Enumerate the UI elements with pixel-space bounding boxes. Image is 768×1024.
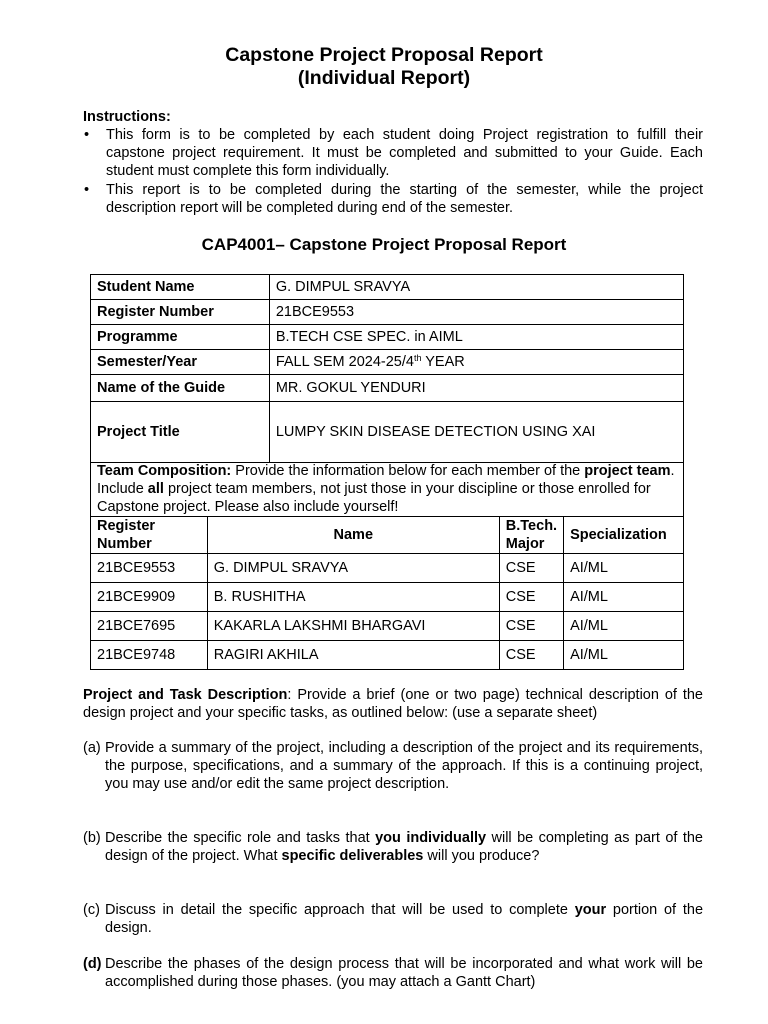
item-text: Discuss in detail the specific approach that will be used to complete — [105, 902, 575, 918]
task-item-c — [83, 901, 703, 937]
table-row — [91, 325, 684, 350]
item-text: Describe the specific role and tasks that — [105, 830, 376, 846]
team-note-text: Provide the information below for each member of the — [231, 463, 585, 479]
column-header-major — [499, 517, 563, 554]
student-name-value: G. DIMPUL SRAVYA — [269, 275, 683, 300]
table-row — [91, 641, 684, 670]
task-description-label: Project and Task Description — [83, 687, 288, 703]
member-register: 21BCE9553 — [91, 554, 208, 583]
header-text: Register — [97, 518, 156, 534]
member-register: 21BCE9909 — [91, 583, 208, 612]
report-title: Capstone Project Proposal Report — [225, 44, 543, 66]
task-item-b — [83, 829, 703, 865]
project-title-value: LUMPY SKIN DISEASE DETECTION USING XAI — [269, 402, 683, 463]
field-label: Programme — [91, 325, 270, 350]
item-text: will you produce? — [423, 848, 540, 865]
team-composition-note — [90, 461, 684, 517]
member-specialization: AI/ML — [564, 641, 684, 670]
header-text: B.Tech. — [505, 518, 558, 534]
item-text: will be completing as part of the design of the project. What — [105, 830, 703, 865]
instructions-heading: Instructions: — [83, 109, 171, 125]
team-note-text: . Include — [97, 463, 675, 497]
student-info-table — [90, 274, 684, 463]
team-composition-label: Team Composition: — [97, 463, 232, 479]
team-members-table — [90, 516, 684, 670]
team-note-emphasis: project team — [584, 463, 671, 479]
header-text: Major — [505, 536, 545, 552]
item-emphasis: your — [574, 902, 607, 918]
column-header-name: Name — [207, 517, 499, 554]
semester-suffix: YEAR — [421, 354, 465, 370]
member-name: RAGIRI AKHILA — [207, 641, 499, 670]
register-number-value: 21BCE9553 — [269, 300, 683, 325]
semester-prefix: FALL SEM 2024-25/4 — [275, 354, 414, 370]
instruction-text: This form is to be completed by each student doing Project registration to fulfill their capstone project requirement. It must be completed and submitted to your Guide. Each student must complete this form individually. — [106, 127, 703, 180]
table-row — [91, 402, 684, 463]
member-name: KAKARLA LAKSHMI BHARGAVI — [207, 612, 499, 641]
member-name: B. RUSHITHA — [207, 583, 499, 612]
member-register: 21BCE7695 — [91, 612, 208, 641]
table-row — [91, 300, 684, 325]
item-label: (a) — [83, 740, 101, 756]
section-title: CAP4001– Capstone Project Proposal Report — [201, 235, 567, 254]
member-major: CSE — [499, 612, 563, 641]
member-name: G. DIMPUL SRAVYA — [207, 554, 499, 583]
field-label: Student Name — [91, 275, 270, 300]
instruction-item — [83, 181, 703, 217]
item-text: Provide a summary of the project, including a description of the project and its requirements, the purpose, specifications, and a summary of the approach. If this is a continuing project, you may use and/or edit the same project description. — [105, 740, 703, 793]
table-row — [91, 350, 684, 375]
member-major: CSE — [499, 554, 563, 583]
bullet-icon: • — [84, 127, 90, 143]
field-label: Project Title — [91, 402, 270, 463]
task-item-a — [83, 739, 703, 794]
report-subtitle: (Individual Report) — [297, 67, 471, 89]
column-header-register — [91, 517, 208, 554]
table-row — [91, 612, 684, 641]
column-header-specialization: Specialization — [564, 517, 684, 554]
field-label: Semester/Year — [91, 350, 270, 375]
task-description-intro — [83, 686, 703, 722]
member-specialization: AI/ML — [564, 583, 684, 612]
programme-value: B.TECH CSE SPEC. in AIML — [269, 325, 683, 350]
member-register: 21BCE9748 — [91, 641, 208, 670]
table-header-row — [91, 517, 684, 554]
team-note-emphasis: all — [147, 481, 164, 497]
item-emphasis: you individually — [375, 830, 487, 846]
task-item-d — [83, 955, 703, 991]
member-major: CSE — [499, 641, 563, 670]
item-emphasis: specific deliverables — [281, 848, 424, 865]
field-label: Name of the Guide — [91, 375, 270, 402]
member-specialization: AI/ML — [564, 554, 684, 583]
member-major: CSE — [499, 583, 563, 612]
instruction-item — [83, 126, 703, 181]
item-label: (c) — [83, 902, 100, 918]
table-row — [91, 375, 684, 402]
header-text: Number — [97, 536, 152, 552]
item-text: portion of the design. — [105, 902, 704, 937]
instruction-text: This report is to be completed during the starting of the semester, while the project description report will be completed during end of the semester. — [106, 182, 703, 217]
field-label: Register Number — [91, 300, 270, 325]
table-row — [91, 554, 684, 583]
item-label: (b) — [83, 830, 101, 846]
team-note-text: project team members, not just those in your discipline or those enrolled for Capstone project. Please also include yourself! — [97, 481, 651, 515]
semester-value — [269, 350, 683, 375]
item-label: (d) — [83, 956, 102, 972]
semester-ordinal: th — [413, 353, 422, 363]
table-row — [91, 275, 684, 300]
task-intro-text: : Provide a brief (one or two page) technical description of the design project and your specific tasks, as outlined below: (use a separate sheet) — [83, 687, 703, 722]
bullet-icon: • — [84, 182, 90, 198]
member-specialization: AI/ML — [564, 612, 684, 641]
guide-value: MR. GOKUL YENDURI — [269, 375, 683, 402]
item-text: Describe the phases of the design process that will be incorporated and what work will be accomplished during those phases. (you may attach a Gantt Chart) — [105, 956, 703, 991]
table-row — [91, 583, 684, 612]
